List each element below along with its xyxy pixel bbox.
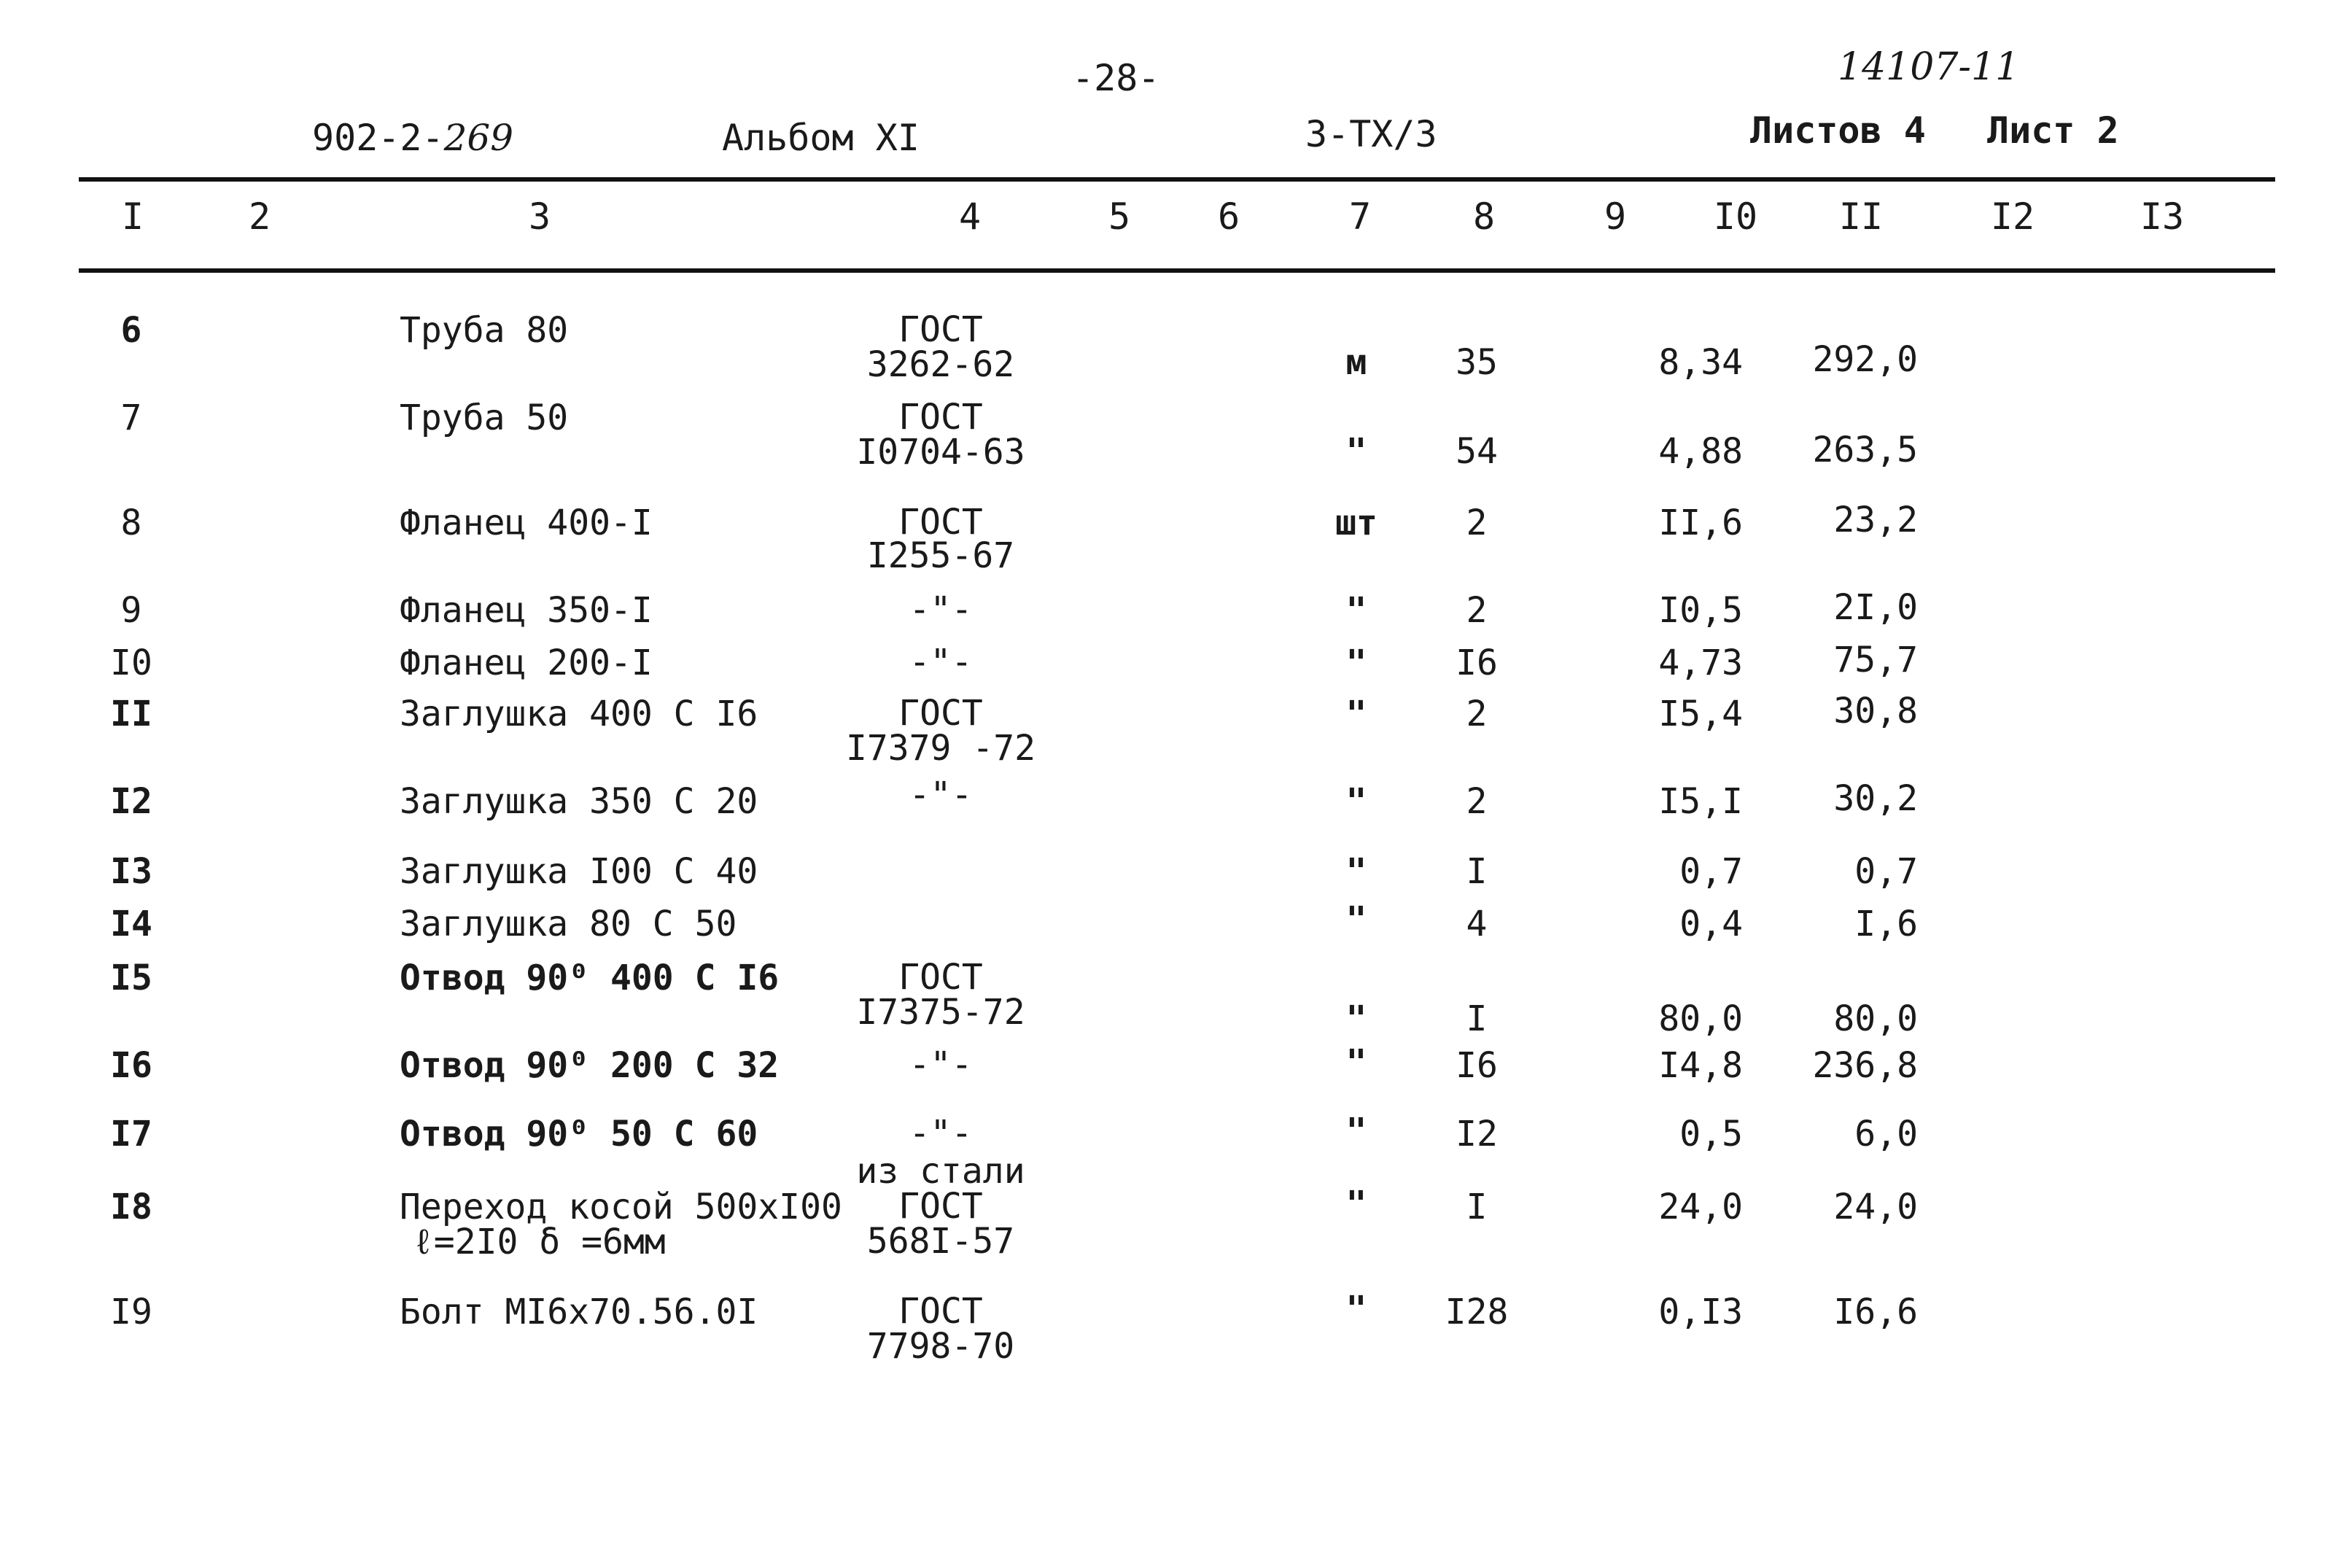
unit: " [1345,899,1367,940]
standard-line: -"- [909,589,973,630]
table-row [0,957,2343,1040]
unit-mass: 0,4 [1679,904,1743,944]
unit: " [1345,1042,1367,1083]
unit: " [1345,590,1367,631]
item-name: Болт МI6х70.56.0I [400,1292,758,1332]
item-name: Заглушка 400 С I6 [400,694,758,734]
standard-line: I255-67 [866,535,1015,576]
standard-line: 568I-57 [866,1221,1015,1262]
item-name: Отвод 90⁰ 200 С 32 [400,1045,780,1086]
doc-code-printed: 902-2- [312,117,444,159]
column-header: 7 [1348,195,1372,238]
total-mass: I,6 [1854,904,1918,944]
standard-line: из стали [856,1151,1025,1192]
unit: " [1345,1184,1367,1224]
standard-line: ГОСТ [898,1186,983,1227]
item-name: Отвод 90⁰ 50 С 60 [400,1114,758,1154]
row-number: I4 [110,904,152,944]
row-number: I7 [110,1114,152,1154]
item-name: Заглушка I00 С 40 [400,851,758,892]
total-mass: I6,6 [1833,1292,1918,1332]
row-number: I6 [110,1045,152,1086]
column-header: 4 [958,195,982,238]
unit-mass: 0,I3 [1658,1292,1743,1332]
unit: м [1345,342,1367,383]
unit: " [1345,781,1367,822]
total-mass: 24,0 [1833,1187,1918,1227]
column-header: I [121,195,144,238]
standard-line: -"- [909,642,973,683]
table-row [0,691,2343,776]
item-name: Отвод 90⁰ 400 С I6 [400,958,780,998]
row-number: 7 [120,397,142,438]
row-number: I3 [110,851,152,892]
unit-mass: 80,0 [1658,998,1743,1039]
quantity: I6 [1456,643,1498,683]
table-row [0,397,2343,480]
quantity: 54 [1456,431,1498,472]
unit: " [1345,431,1367,472]
item-name: Труба 50 [400,397,569,438]
quantity: I6 [1456,1045,1498,1086]
unit: " [1345,1111,1367,1152]
table-row [0,1151,2343,1262]
quantity: I [1466,851,1488,892]
column-header: 5 [1108,195,1131,238]
row-number: 6 [120,310,142,351]
row-number: II [110,694,152,734]
archive-number: 14107-11 [1838,45,2020,89]
unit-mass: 0,5 [1679,1114,1743,1154]
total-mass: 75,7 [1833,640,1918,680]
unit-mass: I0,5 [1658,590,1743,631]
table-row [0,309,2343,392]
unit: " [1345,1289,1367,1330]
standard-line: 3262-62 [866,344,1015,385]
standard-line: ГОСТ [898,693,983,734]
total-mass: 6,0 [1854,1114,1918,1154]
standard-line: 7798-70 [866,1326,1015,1367]
quantity: 35 [1456,342,1498,383]
row-number: 9 [120,590,142,631]
column-header: 3 [528,195,551,238]
unit-mass: 8,34 [1658,342,1743,383]
column-header: I2 [1990,195,2035,238]
doc-code-handwritten: 269 [443,117,514,159]
standard-line: I7379 -72 [845,728,1036,769]
standard-line: ГОСТ [898,1291,983,1332]
total-mass: 263,5 [1812,430,1918,470]
unit: шт [1335,502,1378,543]
unit-mass: 0,7 [1679,851,1743,892]
item-name: Переход косой 500хI00 [400,1187,842,1227]
row-number: I5 [110,958,152,998]
total-mass: 0,7 [1854,851,1918,892]
column-header: II [1838,195,1884,238]
quantity: 4 [1466,904,1488,944]
page-number: -28- [1072,57,1160,99]
total-mass: 236,8 [1812,1045,1918,1086]
unit-mass: 4,73 [1658,643,1743,683]
unit-mass: I5,4 [1658,694,1743,734]
quantity: 2 [1466,590,1488,631]
unit: " [1345,998,1367,1039]
unit: " [1345,643,1367,683]
standard-line: -"- [909,775,973,815]
sheet-code: 3-ТХ/3 [1305,113,1437,155]
doc-code [312,117,513,159]
unit: " [1345,851,1367,892]
header-bottom-rule [79,268,2275,273]
row-number: I9 [110,1292,152,1332]
standard-line: -"- [909,1113,973,1154]
item-name: Фланец 400-I [400,502,653,543]
column-header: 6 [1217,195,1240,238]
total-mass: 30,2 [1833,778,1918,819]
item-name: Труба 80 [400,310,569,351]
row-number: I8 [110,1187,152,1227]
unit-mass: II,6 [1658,502,1743,543]
quantity: I [1466,1187,1488,1227]
sheet-number: Лист 2 [1987,109,2119,152]
column-header: 9 [1604,195,1627,238]
standard-line: ГОСТ [898,309,983,350]
quantity: I28 [1445,1292,1509,1332]
total-mass: 23,2 [1833,500,1918,540]
quantity: I [1466,998,1488,1039]
item-name: Заглушка 350 С 20 [400,781,758,822]
quantity: 2 [1466,694,1488,734]
total-mass: 80,0 [1833,998,1918,1039]
item-name: Фланец 350-I [400,590,653,631]
table-row [0,1289,2343,1374]
standard-line: I0704-63 [856,432,1025,473]
header-top-rule [79,177,2275,182]
row-number: I2 [110,781,152,822]
quantity: 2 [1466,502,1488,543]
table-row [0,775,2343,863]
table-row [0,500,2343,585]
total-mass: 30,8 [1833,691,1918,731]
sheets-total: Листов 4 [1750,109,1926,152]
album-label: Альбом XI [722,117,920,159]
item-name: Заглушка 80 С 50 [400,904,737,944]
column-header: 2 [248,195,271,238]
unit: " [1345,694,1367,734]
unit-mass: I4,8 [1658,1045,1743,1086]
standard-line: I7375-72 [856,992,1025,1033]
unit-mass: I5,I [1658,781,1743,822]
unit-mass: 24,0 [1658,1187,1743,1227]
row-number: 8 [120,502,142,543]
column-header: I3 [2140,195,2185,238]
standard-line: ГОСТ [898,502,983,543]
total-mass: 292,0 [1812,339,1918,380]
standard-line: -"- [909,1044,973,1085]
quantity: I2 [1456,1114,1498,1154]
standard-line: ГОСТ [898,397,983,438]
column-header: 8 [1472,195,1496,238]
item-name: Фланец 200-I [400,643,653,683]
quantity: 2 [1466,781,1488,822]
item-name-line2: ℓ=2I0 δ =6мм [413,1222,666,1262]
standard-line: ГОСТ [898,957,983,998]
column-header: I0 [1713,195,1758,238]
row-number: I0 [110,643,152,683]
total-mass: 2I,0 [1833,587,1918,628]
unit-mass: 4,88 [1658,431,1743,472]
